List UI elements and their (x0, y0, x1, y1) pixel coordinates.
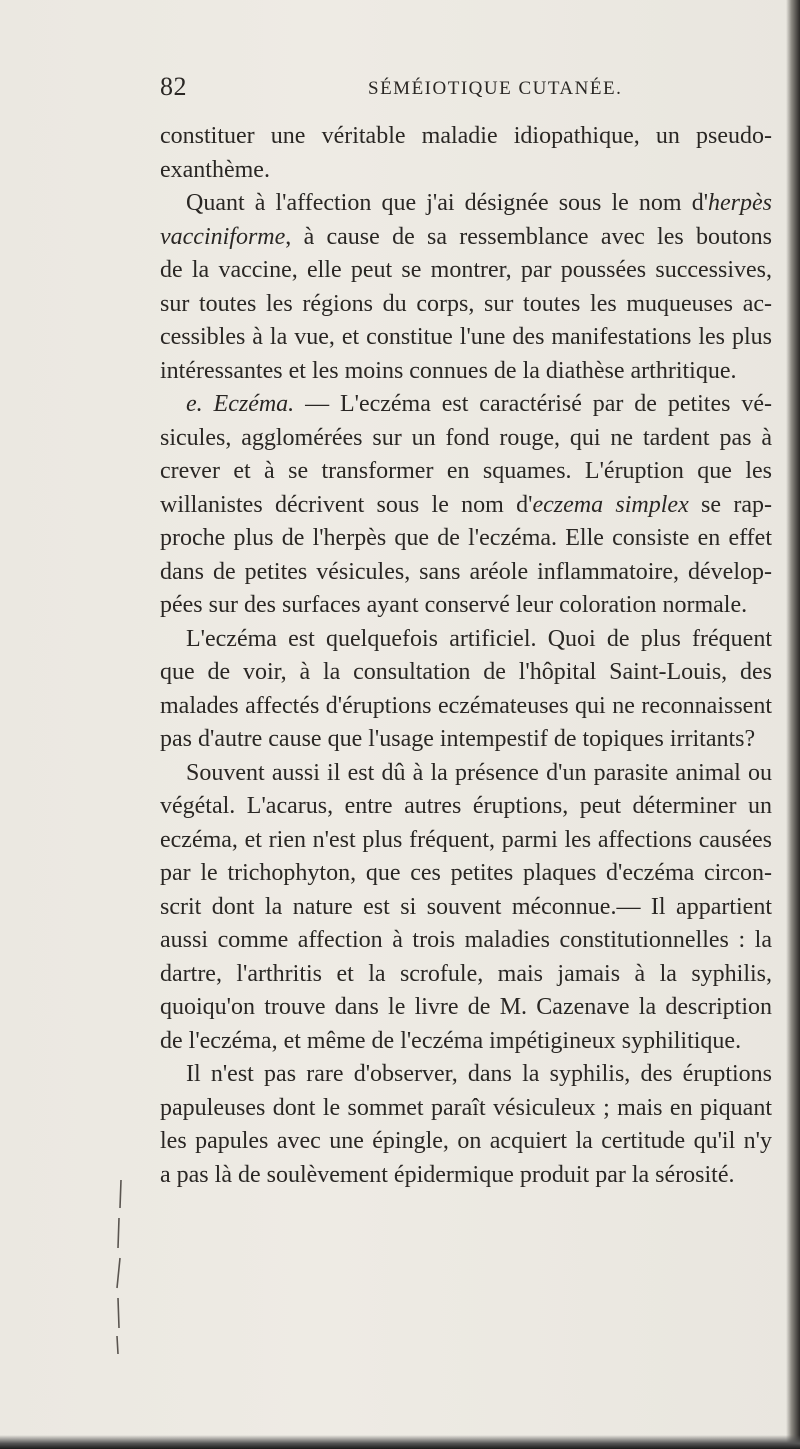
text-line: pas d'autre cause que l'usage intempestif de topiques irritants? (160, 726, 756, 752)
text-line: dartre, l'arthritis et la scrofule, mais jamais à la syphilis, (160, 960, 772, 987)
text-line: proche plus de l'herpès que de l'eczéma. Elle consiste en effet (160, 525, 772, 551)
margin-pencil-marks (112, 1178, 126, 1358)
text-line: intéressantes et les moins connues de la diathèse arthritique. (160, 357, 737, 384)
text-line: aussi comme affection à trois maladies constitutionnelles : la (160, 927, 772, 953)
text-line: sicules, agglomérées sur un fond rouge, qui ne tardent pas à (160, 424, 772, 451)
text-line: dans de petites vésicules, sans aréole inflammatoire, dévelop- (160, 558, 772, 585)
text-line: eczéma, et rien n'est plus fréquent, parmi les affections causées (160, 826, 772, 853)
text-line: quoiqu'on trouve dans le livre de M. Cazenave la description (160, 994, 772, 1020)
text-line: a pas là de soulèvement épidermique produit par la sérosité. (160, 1161, 735, 1188)
text-line: scrit dont la nature est si souvent méconnue.— Il appartient (160, 893, 772, 920)
text-line: que de voir, à la consultation de l'hôpital Saint-Louis, des (160, 659, 772, 685)
text-line: sur toutes les régions du corps, sur toutes les muqueuses ac- (160, 290, 772, 317)
text-line: malades affectés d'éruptions eczémateuses qui ne reconnaissent (160, 692, 772, 719)
text-line: e. Eczéma. — L'eczéma est caractérisé par de petites vé- (186, 391, 772, 417)
text-line: L'eczéma est quelquefois artificiel. Quoi de plus fréquent (186, 625, 772, 652)
page-header (160, 72, 760, 108)
page-edge-shadow (786, 0, 800, 1449)
text-line: de l'eczéma, et même de l'eczéma impétigineux syphilitique. (160, 1027, 742, 1054)
text-line: papuleuses dont le sommet paraît vésiculeux ; mais en piquant (160, 1094, 772, 1121)
text-line: pées sur des surfaces ayant conservé leur coloration normale. (160, 592, 748, 618)
body-text (160, 120, 772, 1192)
text-line: végétal. L'acarus, entre autres éruptions, peut déterminer un (160, 793, 772, 819)
text-line: Quant à l'affection que j'ai désignée sous le nom d'herpès (186, 190, 772, 216)
page-number: 82 (160, 72, 187, 101)
text-line: les papules avec une épingle, on acquiert la certitude qu'il n'y (160, 1128, 772, 1154)
page-bottom-shadow (0, 1435, 800, 1449)
text-line: vacciniforme, à cause de sa ressemblance avec les boutons (160, 223, 772, 250)
text-line: Souvent aussi il est dû à la présence d'un parasite animal ou (186, 759, 772, 786)
text-line: par le trichophyton, que ces petites plaques d'eczéma circon- (160, 860, 772, 886)
text-line: willanistes décrivent sous le nom d'eczema simplex se rap- (160, 491, 772, 518)
text-line: de la vaccine, elle peut se montrer, par poussées successives, (160, 257, 772, 283)
text-line: cessibles à la vue, et constitue l'une des manifestations les plus (160, 324, 772, 350)
text-line: constituer une véritable maladie idiopathique, un pseudo- (160, 123, 772, 149)
text-line: crever et à se transformer en squames. L'éruption que les (160, 458, 772, 484)
running-head: SÉMÉIOTIQUE CUTANÉE. (368, 78, 623, 99)
text-line: Il n'est pas rare d'observer, dans la syphilis, des éruptions (186, 1061, 772, 1087)
text-line: exanthème. (160, 156, 270, 183)
